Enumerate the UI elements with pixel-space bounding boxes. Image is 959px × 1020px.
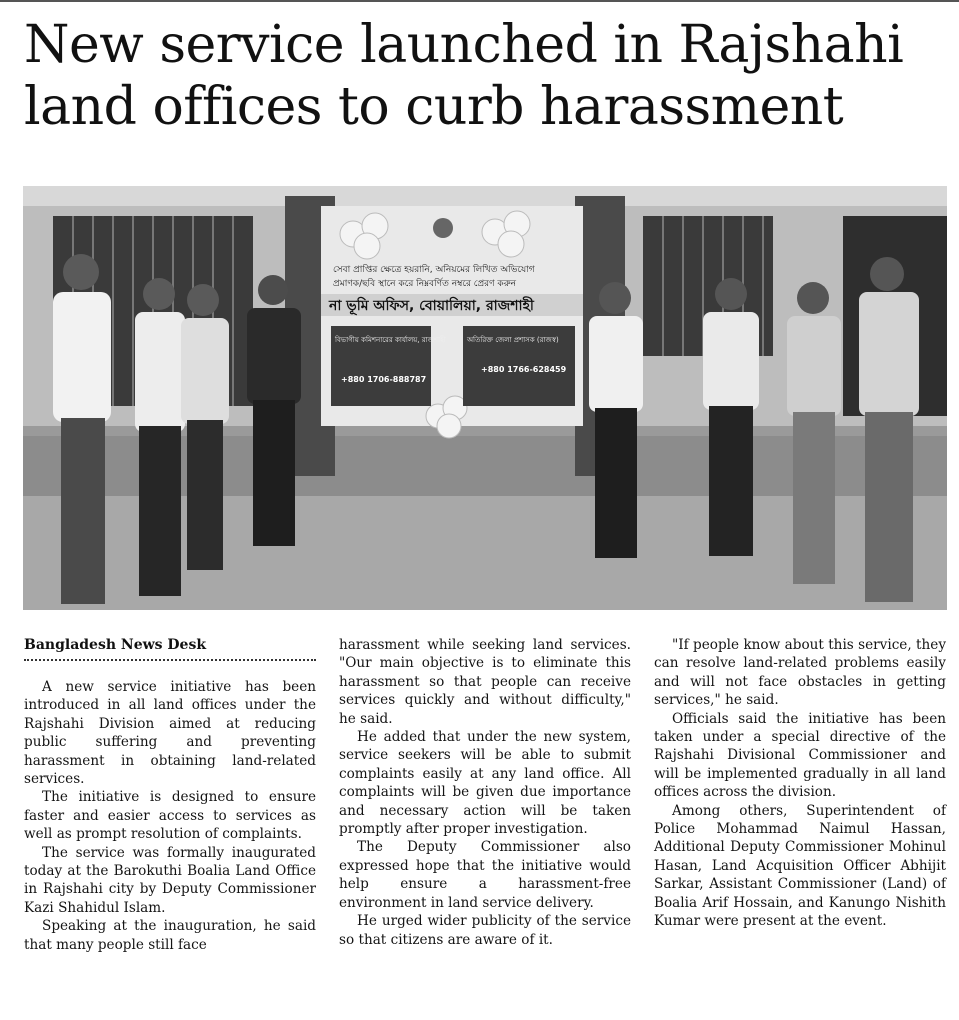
byline: Bangladesh News Desk (24, 637, 207, 653)
box-right-heading: অতিরিক্ত জেলা প্রশাসক (রাজস্ব) (467, 336, 559, 344)
headline: New service launched in Rajshahi land offices to curb harassment (24, 15, 904, 137)
paragraph: A new service initiative has been introduced in all land offices under the Rajshahi Division aimed at reducing public suffering and preventing harassment in obtaining land-related services. (24, 679, 316, 788)
news-photo (23, 186, 947, 610)
banner-line1: সেবা প্রাপ্তির ক্ষেত্রে হয়রানি, অনিয়মের লিখিত অভিযোগ (333, 265, 535, 275)
paragraph: The Deputy Commissioner also expressed hope that the initiative would help ensure a harassment-free environment in land service delivery. (339, 839, 631, 911)
paragraph: He added that under the new system, service seekers will be able to submit complaints easily at any land office. All complaints will be given due importance and necessary action will be taken promptly after proper investigation. (339, 729, 631, 838)
box-left-phone: +880 1706-888787 (341, 375, 427, 384)
paragraph: The service was formally inaugurated today at the Barokuthi Boalia Land Office in Rajshahi city by Deputy Commissioner Kazi Shahidul Islam. (24, 844, 316, 916)
box-left-heading: বিভাগীয় কমিশনারের কার্যালয়, রাজশাহী (335, 336, 446, 344)
banner-line2: প্রমাণক/ছবি স্থানে করে নিম্নবর্ণিত নম্বরে প্রেরণ করুন (333, 279, 516, 289)
box-right-phone: +880 1766-628459 (481, 365, 567, 374)
byline-divider (24, 659, 316, 661)
article-column-3 (654, 636, 946, 931)
paragraph: He urged wider publicity of the service so that citizens are aware of it. (339, 913, 631, 948)
top-rule (0, 0, 959, 2)
paragraph: Speaking at the inauguration, he said that many people still face (24, 918, 316, 953)
paragraph: harassment while seeking land services. "Our main objective is to eliminate this harassment so that people can receive services quickly and without difficulty," he said. (339, 637, 631, 727)
paragraph: The initiative is designed to ensure faster and easier access to services as well as prompt resolution of complaints. (24, 789, 316, 843)
article-column-1 (24, 678, 316, 954)
paragraph: Officials said the initiative has been taken under a special directive of the Rajshahi Divisional Commissioner and will be implemented gradually in all land offices across the division. (654, 710, 946, 801)
paragraph: Among others, Superintendent of Police Mohammad Naimul Hassan, Additional Deputy Commissioner Mohinul Hasan, Land Acquisition Officer Abhijit Sarkar, Assistant Commissioner (Land) of Boalia Arif Hossain, and Kanungo Nishith Kumar were present at the event. (654, 802, 946, 930)
paragraph: "If people know about this service, they can resolve land-related problems easily and will not face obstacles in getting services," he said. (654, 637, 946, 709)
article-column-2 (339, 636, 631, 949)
banner-title: না ভূমি অফিস, বোয়ালিয়া, রাজশাহী (329, 298, 534, 314)
